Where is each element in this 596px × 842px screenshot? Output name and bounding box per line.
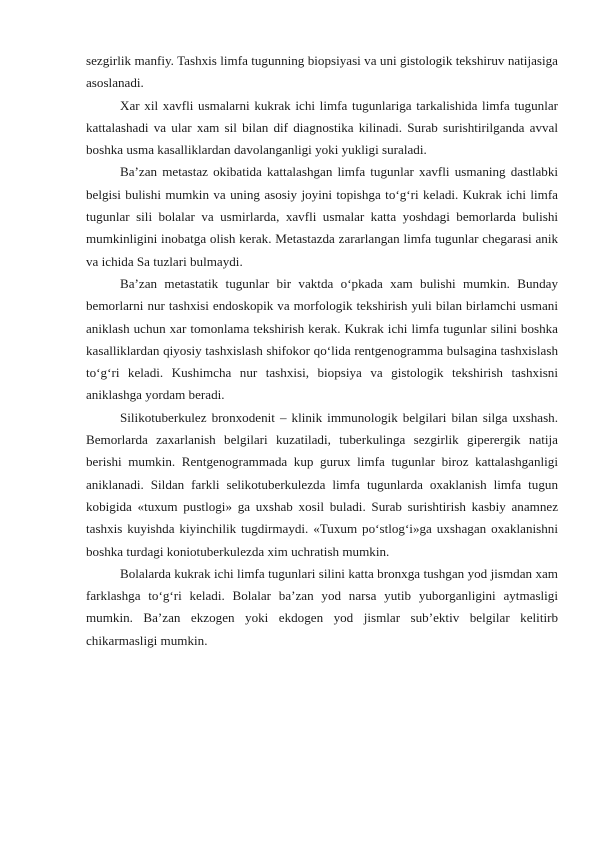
paragraph-metastasis: Ba’zan metastaz okibatida kattalashgan limfa tugunlar xavfli usmaning dastlabki belgisi bulishi mumkin va uning asosiy joyini topishga to‘g‘ri keladi. Kukrak ichi limfa tugunlar sili bolalar va usmirlarda, xavfli usmalar katta yoshdagi bemorlarda bulishi mumkinligini inobatga olish kerak. Metastazda zararlangan limfa tugunlar chegarasi anik va ichida Sa tuzlari bulmaydi. — [86, 164, 558, 269]
paragraph-foreign-body: Bolalarda kukrak ichi limfa tugunlari silini katta bronxga tushgan yod jismdan xam farklashga to‘g‘ri keladi. Bolalar ba’zan yod narsa yutib yuborganligini aytmasligi mumkin. Ba’zan ekzogen yoki ekdogen yod jismlar sub’ektiv belgilar kelitirb chikarmasligi mumkin. — [86, 565, 558, 648]
paragraph-metastatic-nodes: Ba’zan metastatik tugunlar bir vaktda o‘pkada xam bulishi mumkin. Bunday bemorlarni nur tashxisi endoskopik va morfologik tekshirish yuli bilan birlamchi usmani aniklash uchun xar tomonlama tekshirish kerak. Kukrak ichi limfa tugunlar silini boshka kasalliklardan qiyosiy tashxislash shifokor qo‘lida rentgenogramma bulsagina tashxislash to‘g‘ri keladi. Kushimcha nur tashxisi, biopsiya va gistologik tekshirish tashxisni aniklashga yordam beradi. — [86, 275, 558, 403]
paragraph-silicotuberculosis: Silikotuberkulez bronxodenit – klinik immunologik belgilari bilan silga uxshash. Bemorlarda zaxarlanish belgilari kuzatiladi, tuberkulinga sezgirlik giperergik natija berishi mumkin. Rentgenogrammada kup gurux limfa tugunlar biroz kattalashganligi aniklanadi. Sildan farkli selikotuberkulezda limfa tugunlarda oxaklanish limfa tugun kobigida «tuxum pustlogi» ga uxshab xosil buladi. Surab surishtirish kasbiy anamnez tashxis kuyishda kiyinchilik tugdirmaydi. «Tuxum po‘stlog‘i»ga uxshagan oxaklanishni boshka turdagi koniotuberkulezda xim uchratish mumkin. — [86, 409, 558, 559]
paragraph-continued-diagnosis: sezgirlik manfiy. Tashxis limfa tugunning biopsiyasi va uni gistologik tekshiruv natijasiga asoslanadi. — [86, 53, 558, 91]
document-page — [86, 50, 558, 652]
paragraph-tumor-spread: Xar xil xavfli usmalarni kukrak ichi limfa tugunlariga tarkalishida limfa tugunlar kattalashadi va ular xam sil bilan dif diagnostika kilinadi. Surab surishtirilganda avval boshka usma kasalliklardan davolanganligi yoki yukligi suraladi. — [86, 97, 558, 158]
